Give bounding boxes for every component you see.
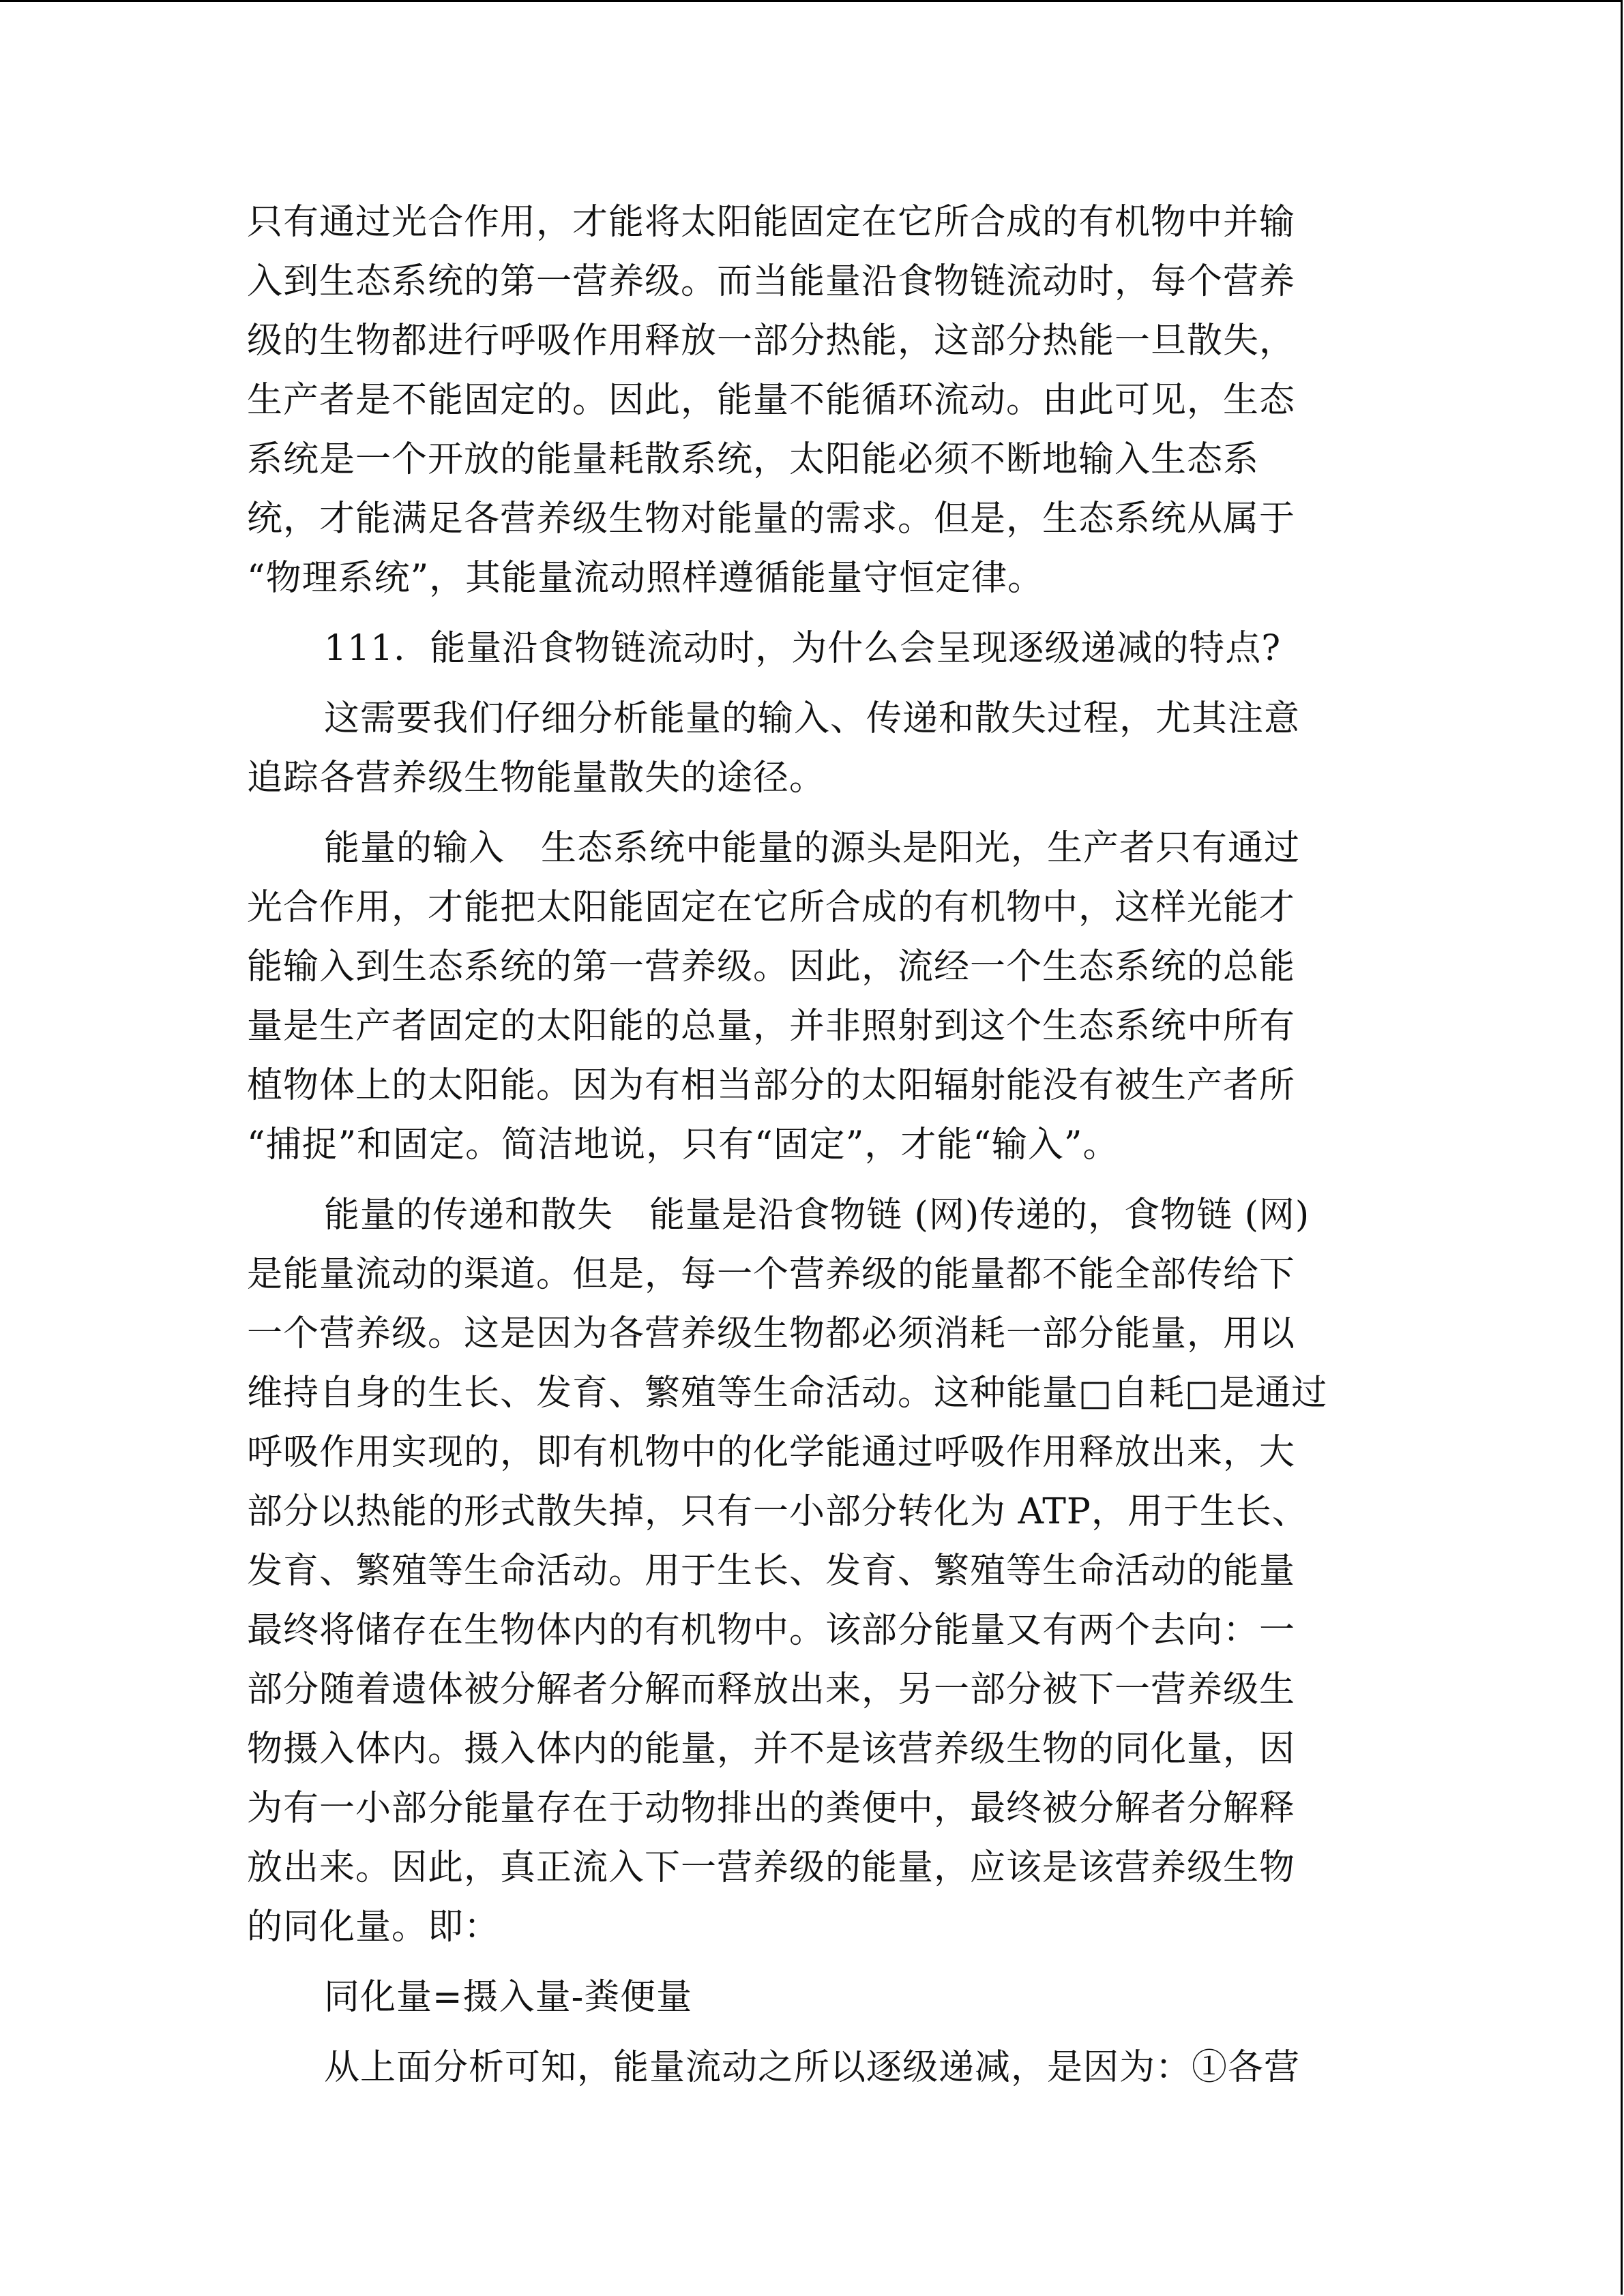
paragraph bbox=[247, 2038, 1365, 2098]
text-line: 生产者是不能固定的。因此，能量不能循环流动。由此可见，生态 bbox=[247, 380, 1296, 421]
text-line: 光合作用，才能把太阳能固定在它所合成的有机物中，这样光能才 bbox=[247, 887, 1296, 928]
paragraph bbox=[247, 819, 1365, 1175]
text-line: “物理系统”，其能量流动照样遵循能量守恒定律。 bbox=[247, 558, 1044, 599]
text-line: 系统是一个开放的能量耗散系统，太阳能必须不断地输入生态系 bbox=[247, 439, 1260, 480]
text-line: 能量的输入 生态系统中能量的源头是阳光，生产者只有通过 bbox=[324, 828, 1301, 869]
text-line: 最终将储存在生物体内的有机物中。该部分能量又有两个去向：一 bbox=[247, 1610, 1296, 1651]
text-line: 入到生态系统的第一营养级。而当能量沿食物链流动时，每个营养 bbox=[247, 261, 1296, 302]
question-heading bbox=[247, 619, 1365, 679]
text-line: 是能量流动的渠道。但是，每一个营养级的能量都不能全部传给下 bbox=[247, 1254, 1296, 1295]
text-line: 物摄入体内。摄入体内的能量，并不是该营养级生物的同化量，因 bbox=[247, 1729, 1296, 1770]
text-line: 部分以热能的形式散失掉，只有一小部分转化为 ATP，用于生长、 bbox=[247, 1491, 1308, 1532]
text-line: 维持自身的生长、发育、繁殖等生命活动。这种能量□自耗□是通过 bbox=[247, 1373, 1328, 1414]
paragraph bbox=[247, 193, 1365, 608]
text-line: 为有一小部分能量存在于动物排出的粪便中，最终被分解者分解释 bbox=[247, 1788, 1296, 1829]
text-line: 能输入到生态系统的第一营养级。因此，流经一个生态系统的总能 bbox=[247, 946, 1296, 987]
paragraph bbox=[247, 689, 1365, 808]
formula bbox=[247, 1968, 1365, 2027]
text-line: 呼吸作用实现的，即有机物中的化学能通过呼吸作用释放出来，大 bbox=[247, 1432, 1296, 1473]
text-line: 这需要我们仔细分析能量的输入、传递和散失过程，尤其注意 bbox=[324, 698, 1301, 739]
formula-line: 同化量=摄入量-粪便量 bbox=[324, 1977, 693, 2018]
text-line: 植物体上的太阳能。因为有相当部分的太阳辐射能没有被生产者所 bbox=[247, 1065, 1296, 1106]
text-line: 的同化量。即： bbox=[247, 1907, 501, 1948]
text-line: 追踪各营养级生物能量散失的途径。 bbox=[247, 758, 826, 799]
text-line: 只有通过光合作用，才能将太阳能固定在它所合成的有机物中并输 bbox=[247, 202, 1296, 243]
text-line: 发育、繁殖等生命活动。用于生长、发育、繁殖等生命活动的能量 bbox=[247, 1551, 1296, 1592]
paragraph bbox=[247, 1186, 1365, 1957]
text-line: 能量的传递和散失 能量是沿食物链 (网)传递的，食物链 (网) bbox=[324, 1195, 1310, 1236]
document-body bbox=[247, 193, 1365, 2098]
text-line: 部分随着遗体被分解者分解而释放出来，另一部分被下一营养级生 bbox=[247, 1669, 1296, 1710]
text-line: 从上面分析可知，能量流动之所以逐级递减，是因为：①各营 bbox=[324, 2047, 1301, 2088]
text-line: 放出来。因此，真正流入下一营养级的能量，应该是该营养级生物 bbox=[247, 1847, 1296, 1888]
text-line: 统，才能满足各营养级生物对能量的需求。但是，生态系统从属于 bbox=[247, 498, 1296, 539]
text-line: “捕捉”和固定。简洁地说，只有“固定”，才能“输入”。 bbox=[247, 1124, 1119, 1165]
text-line: 级的生物都进行呼吸作用释放一部分热能，这部分热能一旦散失， bbox=[247, 320, 1296, 361]
question-111-title: 111．能量沿食物链流动时，为什么会呈现逐级递减的特点? bbox=[324, 628, 1282, 669]
text-line: 量是生产者固定的太阳能的总量，并非照射到这个生态系统中所有 bbox=[247, 1006, 1296, 1047]
text-line: 一个营养级。这是因为各营养级生物都必须消耗一部分能量，用以 bbox=[247, 1313, 1296, 1354]
